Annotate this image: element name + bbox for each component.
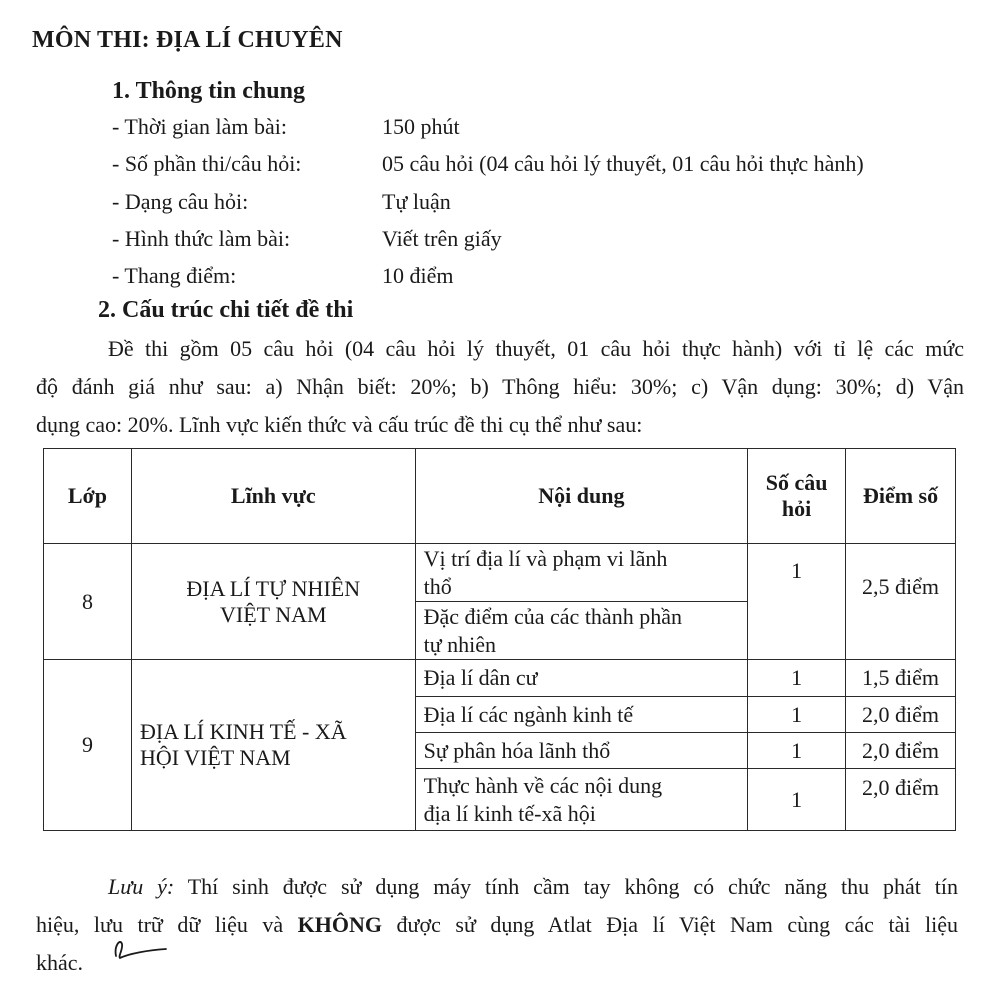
info-label: - Thời gian làm bài: — [112, 114, 287, 139]
info-value: Viết trên giấy — [382, 226, 502, 251]
paragraph-line: độ đánh giá như sau: a) Nhận biết: 20%; b) Thông hiểu: 30%; c) Vận dụng: 30%; d) Vận — [36, 374, 964, 399]
info-label: - Số phần thi/câu hỏi: — [112, 151, 302, 176]
questions-cell: 1 — [748, 733, 846, 769]
info-label: - Hình thức làm bài: — [112, 226, 291, 251]
content-cell: Địa lí các ngành kinh tế — [415, 697, 748, 733]
note-text: được sử dụng Atlat Địa lí Việt Nam cùng các tài liệu — [382, 912, 958, 937]
info-value: Tự luận — [382, 189, 451, 214]
points-cell: 2,5 điểm — [846, 544, 956, 660]
info-value: 150 phút — [382, 114, 460, 139]
info-value: 10 điểm — [382, 263, 454, 288]
content-cell: Địa lí dân cư — [415, 660, 748, 697]
content-cell — [415, 602, 748, 660]
questions-cell: 1 — [748, 544, 846, 660]
note-label: Lưu ý: — [108, 874, 175, 899]
header-questions — [748, 449, 846, 544]
field-cell — [131, 544, 415, 660]
content-line: Đặc điểm của các thành phần — [423, 603, 682, 629]
content-line: thổ — [423, 573, 452, 599]
header-grade: Lớp — [44, 449, 132, 544]
paragraph-line: dụng cao: 20%. Lĩnh vực kiến thức và cấu trúc đề thi cụ thể như sau: — [36, 412, 643, 437]
content-cell: Sự phân hóa lãnh thổ — [415, 733, 748, 769]
field-cell — [131, 660, 415, 831]
points-cell: 1,5 điểm — [846, 660, 956, 697]
info-label: - Thang điểm: — [112, 263, 237, 288]
header-points: Điểm số — [846, 449, 956, 544]
structure-paragraph — [36, 330, 964, 444]
note-text: Thí sinh được sử dụng máy tính cầm tay không có chức năng thu phát tín — [174, 874, 959, 899]
note-line: khác. — [36, 950, 84, 975]
field-line: ĐỊA LÍ KINH TẾ - XÃ — [139, 719, 347, 744]
exam-title: MÔN THI: ĐỊA LÍ CHUYÊN — [32, 27, 343, 53]
info-label: - Dạng câu hỏi: — [112, 189, 249, 214]
note-line — [36, 906, 958, 944]
table-row — [44, 544, 956, 602]
table-header-row — [44, 449, 956, 544]
info-value: 05 câu hỏi (04 câu hỏi lý thuyết, 01 câu hỏi thực hành) — [382, 151, 864, 176]
note-text: hiệu, lưu trữ dữ liệu và — [36, 912, 298, 937]
header-questions-line1: Số câu — [765, 470, 828, 495]
header-questions-line2: hỏi — [781, 496, 812, 521]
table-row — [44, 660, 956, 697]
questions-cell: 1 — [748, 660, 846, 697]
field-line: HỘI VIỆT NAM — [139, 745, 291, 770]
header-content: Nội dung — [415, 449, 748, 544]
content-line: Thực hành về các nội dung — [423, 772, 663, 798]
header-field: Lĩnh vực — [131, 449, 415, 544]
content-line: tự nhiên — [423, 631, 497, 657]
exam-structure-table — [43, 448, 956, 831]
grade-cell: 9 — [44, 660, 132, 831]
content-cell — [415, 769, 748, 831]
field-line: ĐỊA LÍ TỰ NHIÊN — [186, 575, 361, 601]
points-cell: 2,0 điểm — [846, 697, 956, 733]
note-line — [36, 868, 958, 906]
paragraph-line: Đề thi gồm 05 câu hỏi (04 câu hỏi lý thuyết, 01 câu hỏi thực hành) với tỉ lệ các mức — [108, 336, 964, 361]
content-line: Vị trí địa lí và phạm vi lãnh — [423, 545, 668, 571]
initials-signature-icon — [108, 932, 168, 962]
section2-heading: 2. Cấu trúc chi tiết đề thi — [98, 297, 354, 323]
questions-cell: 1 — [748, 769, 846, 831]
section1-heading: 1. Thông tin chung — [112, 78, 305, 104]
questions-cell: 1 — [748, 697, 846, 733]
field-line: VIỆT NAM — [220, 601, 327, 627]
content-cell — [415, 544, 748, 602]
points-cell: 2,0 điểm — [846, 769, 956, 831]
points-cell: 2,0 điểm — [846, 733, 956, 769]
note-emphasis: KHÔNG — [297, 912, 383, 937]
content-line: địa lí kinh tế-xã hội — [423, 800, 596, 826]
grade-cell: 8 — [44, 544, 132, 660]
note-paragraph — [36, 868, 958, 982]
